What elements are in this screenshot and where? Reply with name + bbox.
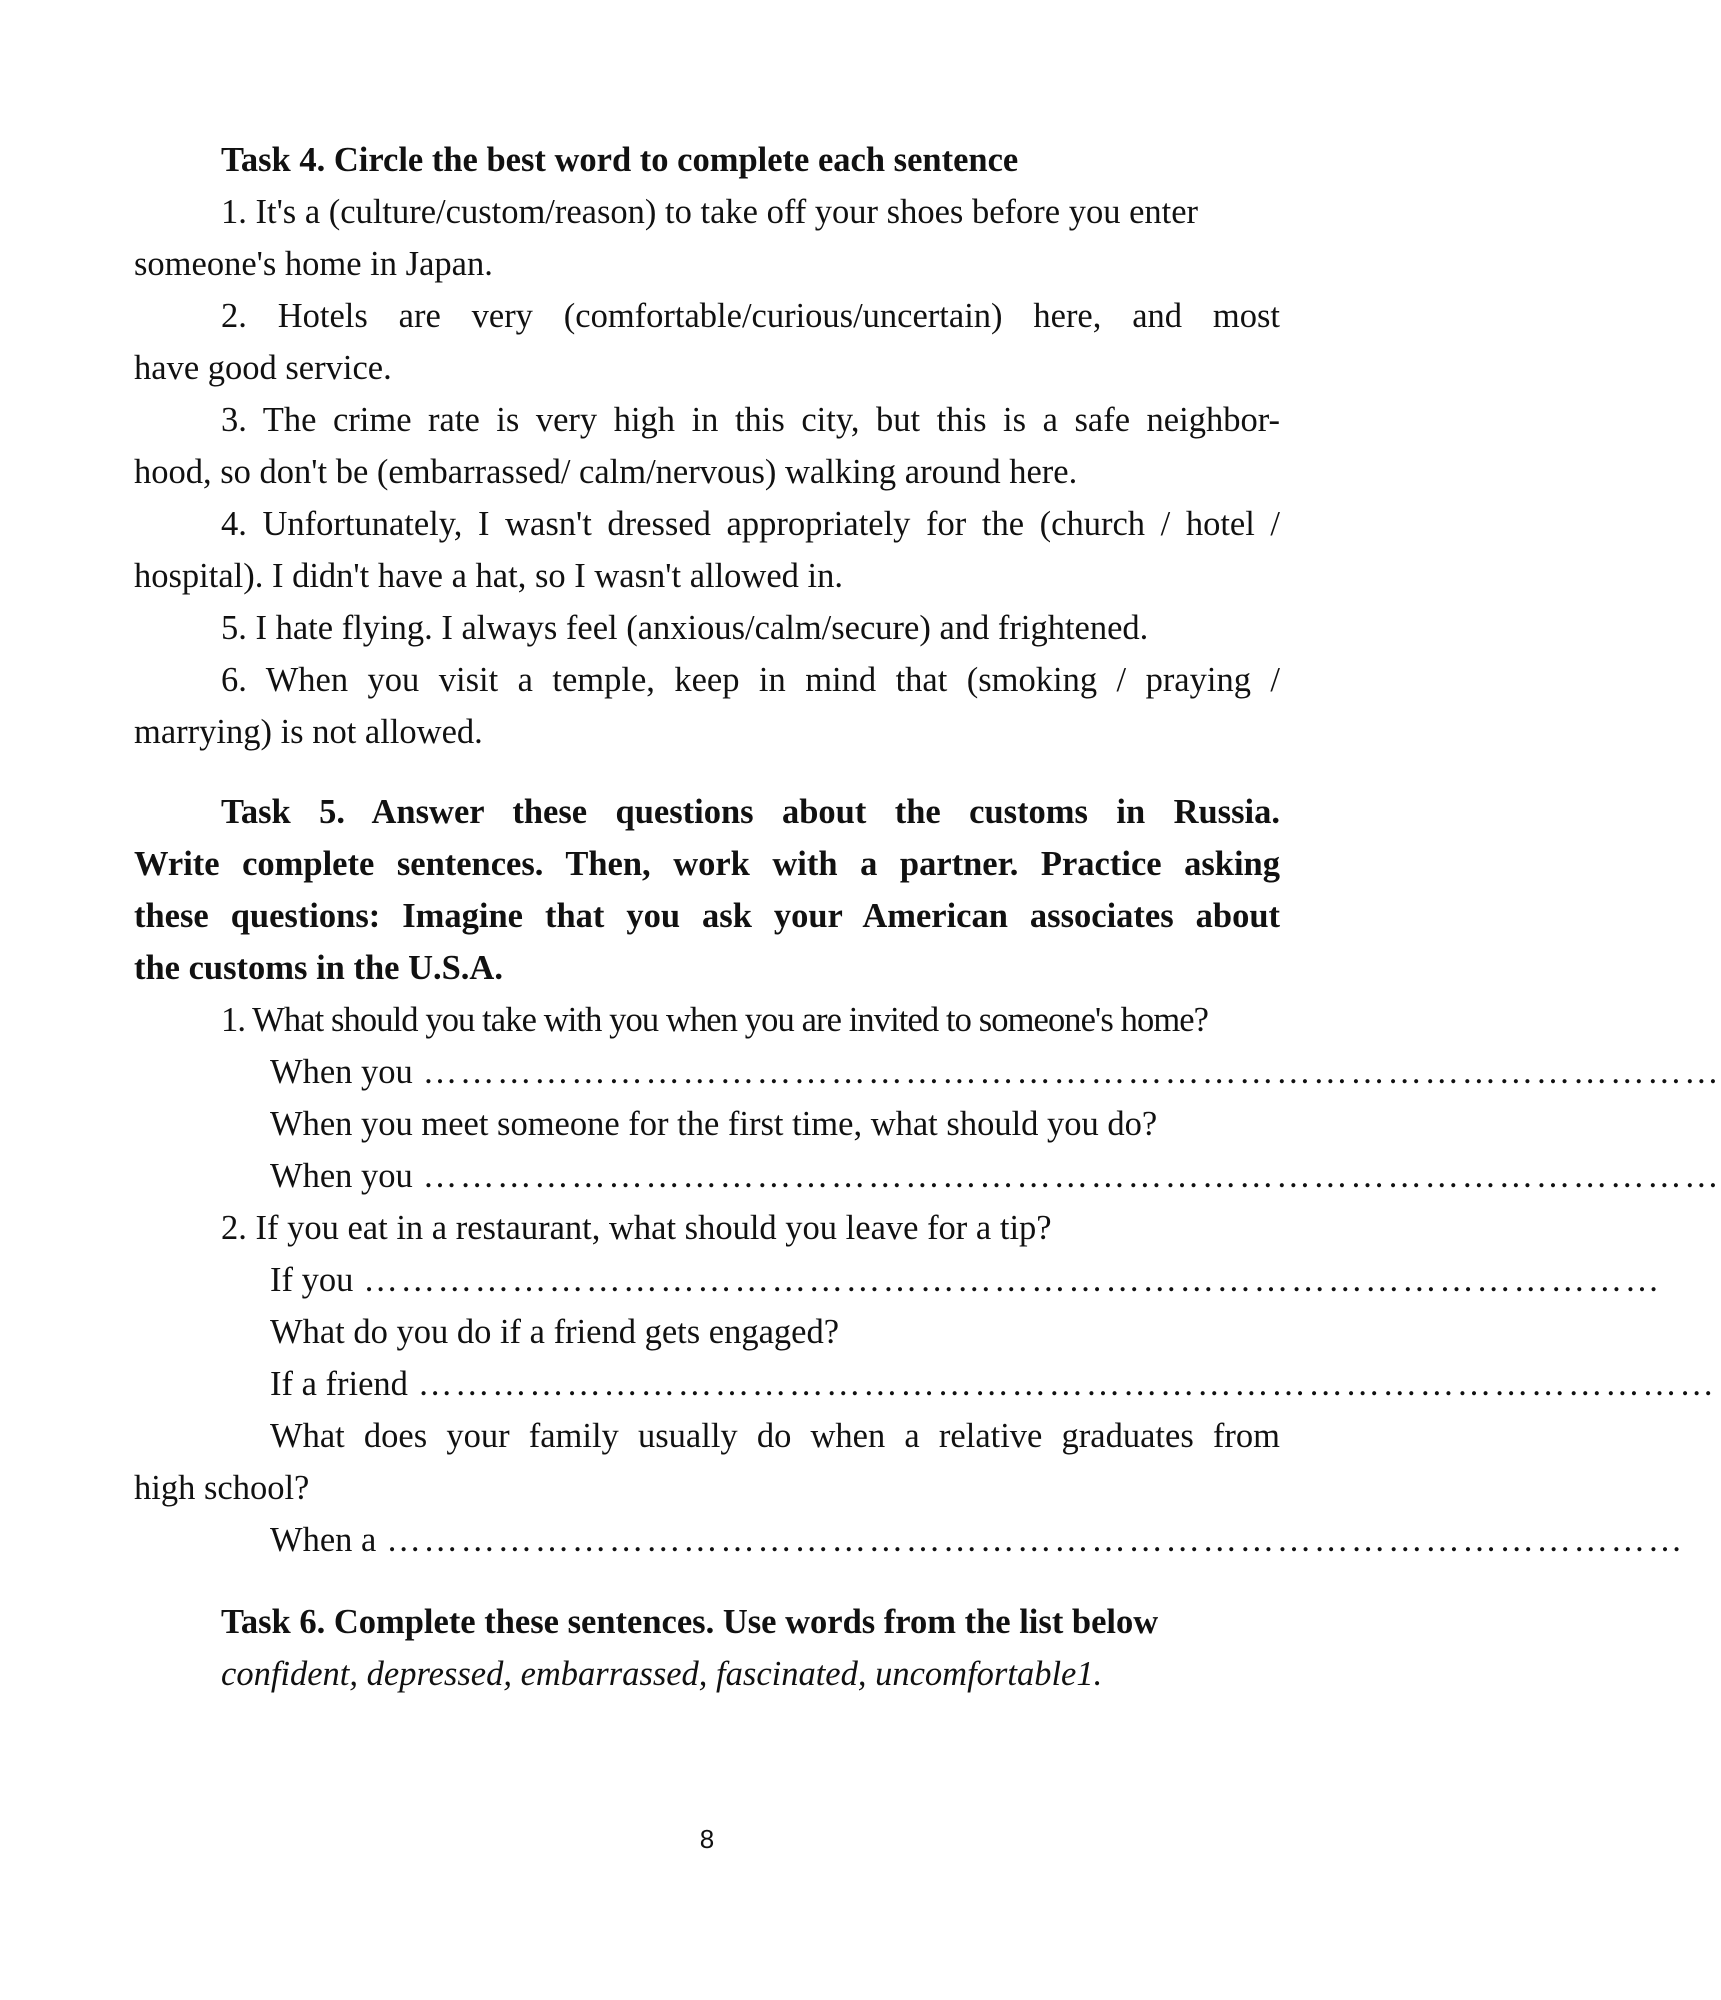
task5-question: high school? — [134, 1469, 310, 1507]
task4-line: 6. When you visit a temple, keep in mind that (smoking / praying / — [221, 661, 1280, 699]
answer-prompt: If you — [270, 1261, 354, 1299]
answer-line — [134, 1514, 1685, 1566]
task5-question: 1. What should you take with you when you are invited to someone's home? — [221, 1001, 1209, 1039]
task5-heading: Write complete sentences. Then, work with a partner. Practice asking — [134, 845, 1280, 883]
task5-heading: the customs in the U.S.A. — [134, 949, 503, 987]
task6-word-list: confident, depressed, embarrassed, fascinated, uncomfortable1. — [221, 1655, 1103, 1693]
answer-blank: …………………………………………………………………………………………… — [417, 1365, 1717, 1403]
task4-line: 4. Unfortunately, I wasn't dressed appropriately for the (church / hotel / — [221, 505, 1280, 543]
task4-line: hood, so don't be (embarrassed/ calm/nervous) walking around here. — [134, 453, 1078, 491]
page-number: 8 — [699, 1824, 715, 1854]
answer-blank: …………………………………………………………………………………………… — [363, 1261, 1662, 1299]
answer-line — [134, 1046, 1721, 1098]
task5-question: What do you do if a friend gets engaged? — [270, 1313, 840, 1351]
answer-blank: …………………………………………………………………………………………… — [422, 1157, 1721, 1195]
task4-line: marrying) is not allowed. — [134, 713, 483, 751]
task4-line: 2. Hotels are very (comfortable/curious/uncertain) here, and most — [221, 297, 1280, 335]
task4-line: someone's home in Japan. — [134, 245, 493, 283]
task5-question: When you meet someone for the first time, what should you do? — [270, 1105, 1158, 1143]
task4-line: 3. The crime rate is very high in this city, but this is a safe neighbor- — [221, 401, 1280, 439]
answer-line — [134, 1254, 1662, 1306]
task6-heading: Task 6. Complete these sentences. Use words from the list below — [221, 1603, 1159, 1641]
answer-blank: …………………………………………………………………………………………… — [422, 1053, 1721, 1091]
answer-line — [134, 1358, 1717, 1410]
task5-heading: these questions: Imagine that you ask your American associates about — [134, 897, 1280, 935]
task4-line: 1. It's a (culture/custom/reason) to take off your shoes before you enter — [221, 193, 1199, 231]
task4-line: have good service. — [134, 349, 392, 387]
task5-heading: Task 5. Answer these questions about the customs in Russia. — [221, 793, 1280, 831]
answer-prompt: When you — [270, 1053, 413, 1091]
answer-blank: …………………………………………………………………………………………… — [386, 1521, 1685, 1559]
task4-line: 5. I hate flying. I always feel (anxious/calm/secure) and frightened. — [221, 609, 1149, 647]
answer-prompt: If a friend — [270, 1365, 408, 1403]
answer-line — [134, 1150, 1721, 1202]
task4-heading: Task 4. Circle the best word to complete each sentence — [221, 141, 1019, 179]
task4-line: hospital). I didn't have a hat, so I wasn't allowed in. — [134, 557, 843, 595]
task5-question: 2. If you eat in a restaurant, what should you leave for a tip? — [221, 1209, 1052, 1247]
answer-prompt: When you — [270, 1157, 413, 1195]
task5-question: What does your family usually do when a relative graduates from — [270, 1417, 1280, 1455]
answer-prompt: When a — [270, 1521, 377, 1559]
